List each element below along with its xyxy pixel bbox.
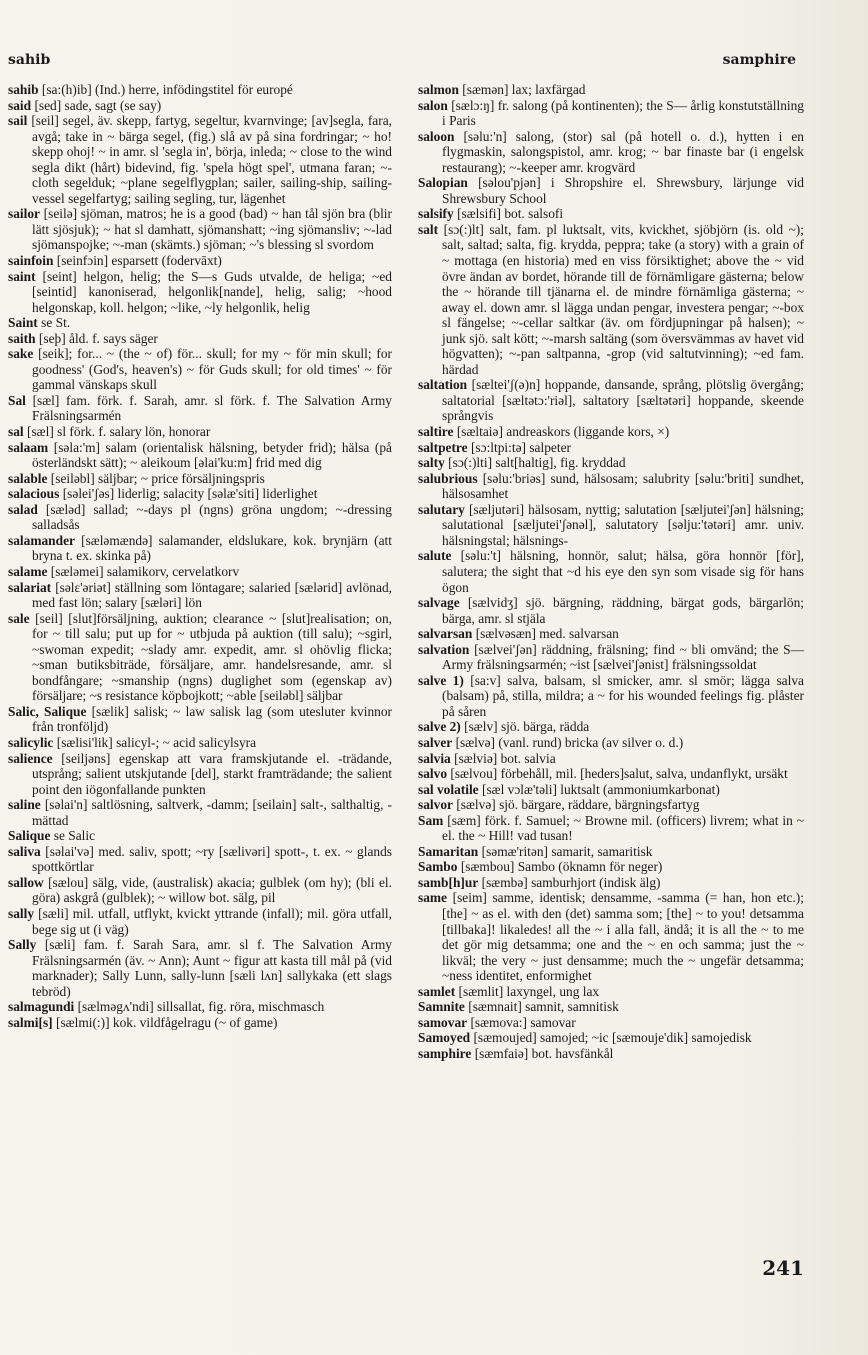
entry-headword: salver <box>418 734 453 750</box>
dictionary-entry <box>418 735 804 751</box>
entry-definition: [sæl] fam. förk. f. Sarah, amr. sl förk. f. The Salvation Army Frälsningsarmén <box>32 392 392 424</box>
dictionary-entry <box>418 642 804 673</box>
entry-headword: samb[h]ur <box>418 874 479 890</box>
entry-headword: salvation <box>418 641 470 657</box>
entry-definition: [səlu:'t] hälsning, honnör, salut; hälsa, göra honnör [för], salutera; the sight that ~d his eye den syn som visade sig för hans ögon <box>442 548 804 595</box>
dictionary-entry <box>8 471 392 487</box>
entry-definition: [sælɔ:ŋ] fr. salong (på kontinenten); the S— årlig konstutställning i Paris <box>442 97 804 129</box>
entry-definition: [sæli] fam. f. Sarah Sara, amr. sl f. The Salvation Army Frälsningsarmén (äv. ~ Ann); Aunt ~ figur att kasta till mål på (vid marknader); Sally Lunn, sally-lunn [sæli lʌn] sallykaka (ett slags tebröd) <box>32 937 392 999</box>
entry-definition: [sæl vɔlæ'təli] luktsalt (ammoniumkarbonat) <box>481 781 720 797</box>
dictionary-entry <box>8 502 392 533</box>
entry-definition: [seim] samme, identisk; densamme, -samma (= han, hon etc.); [the] ~ as el. with den (det) samma som; [the] ~ to you! detsamma [tillbaka]! likaledes! all the ~ i alla fall, ändå; it is all the ~ to me det gör mig detsamma; one and the ~ en och samma; just the ~ likväl; the very ~ just densamme; much the ~ ungefär detsamma; ~ness identitet, enformighet <box>442 890 804 984</box>
entry-definition: [səlu:'n] salong, (stor) sal (på hotell o. d.), hytten i en flygmaskin, salongspistol, amr. krog; ~ bar finaste bar (i engelsk restaurang); ~-keeper amr. krogvärd <box>442 128 804 175</box>
entry-headword: sail <box>8 113 28 129</box>
dictionary-entry <box>418 595 804 626</box>
entry-headword: salmagundi <box>8 999 75 1015</box>
dictionary-entry <box>8 735 392 751</box>
dictionary-entry <box>418 1015 804 1031</box>
dictionary-entry <box>8 580 392 611</box>
dictionary-entry <box>8 253 392 269</box>
entry-definition: [seiljəns] egenskap att vara framskjutande el. -trädande, utsprång; salient utskjutande [del], starkt framträdande; the salient point den iögonfallande punkten <box>32 750 392 797</box>
entry-headword: salad <box>8 501 38 517</box>
dictionary-entry <box>418 502 804 549</box>
dictionary-entry <box>418 766 804 782</box>
entry-definition: [sæləmei] salamikorv, cervelatkorv <box>50 563 240 579</box>
entry-headword: sale <box>8 610 30 626</box>
entry-headword: salty <box>418 455 445 471</box>
entry-headword: same <box>418 890 448 906</box>
entry-headword: saltation <box>418 377 468 393</box>
entry-definition: [səlei'ʃəs] liderlig; salacity [səlæ'siti] liderlighet <box>62 486 318 502</box>
entry-definition: [sæm] förk. f. Samuel; ~ Browne mil. (officers) livrem; what in ~ el. the ~ Hill! vad tusan! <box>442 812 804 844</box>
entry-definition: [sæləd] sallad; ~-days pl (ngns) gröna ungdom; ~-dressing salladsås <box>32 501 393 533</box>
entry-headword: salmon <box>418 82 459 97</box>
entry-definition: [sælmi(:)] kok. vildfågelragu (~ of game) <box>56 1014 278 1030</box>
entry-headword: Sally <box>8 937 37 953</box>
entry-headword: Salopian <box>418 175 468 191</box>
entry-definition: [sælisi'lik] salicyl-; ~ acid salicylsyra <box>56 734 257 750</box>
dictionary-entry <box>8 999 392 1015</box>
entry-definition: [seil] segel, äv. skepp, fartyg, segeltur, kvarnvinge; [av]segla, fara, avgå; take in ~ bärga segel, (fig.) slå av på sina fordringar; ~ ho! skepp ohoj! ~ in amr. sl 'segla in', börja, inleda; ~ close to the wind segla dikt (hårt) bidevind, fig. 'spela högt spel', utmana faran; ~-cloth segelduk; ~plane segelflygplan; sailer, sailing-ship, sailing-vessel segelfartyg; sailing segling, tur, lägenhet <box>31 113 392 206</box>
dictionary-entry <box>8 315 392 331</box>
entry-definition: [sælvei'ʃən] räddning, frälsning; find ~ bli omvänd; the S— Army frälsningsarmén; ~ist [sælvei'ʃənist] frälsningssoldat <box>442 641 804 673</box>
dictionary-entry <box>418 471 804 502</box>
dictionary-entry <box>8 269 392 316</box>
entry-headword: salve 1) <box>418 672 464 688</box>
entry-headword: sainfoin <box>8 253 54 269</box>
dictionary-entry <box>8 751 392 798</box>
entry-definition: [sæmən] lax; laxfärgad <box>462 82 586 97</box>
entry-headword: salariat <box>8 579 52 595</box>
dictionary-entry <box>8 875 392 906</box>
dictionary-entry <box>418 844 804 860</box>
entry-headword: Salique <box>8 828 51 844</box>
dictionary-entry <box>8 424 392 440</box>
dictionary-entry <box>8 486 392 502</box>
dictionary-entry <box>418 999 804 1015</box>
entry-headword: salt <box>418 221 439 237</box>
dictionary-entry <box>8 1015 392 1031</box>
entry-headword: saltire <box>418 424 454 440</box>
guide-word-left: sahib <box>8 52 51 68</box>
entry-definition: [səlu:'briəs] sund, hälsosam; salubrity [səlu:'briti] sundhet, hälsosamhet <box>442 470 804 502</box>
entry-headword: Saint <box>8 315 38 331</box>
entry-headword: sally <box>8 905 35 921</box>
entry-definition: [sɔ:ltpi:tə] salpeter <box>470 439 571 455</box>
entry-definition: [sæmfaiə] bot. havsfänkål <box>474 1045 614 1061</box>
entry-definition: [sælvidʒ] sjö. bärgning, räddning, bärgat gods, bärgarlön; bärga, amr. sl stjäla <box>442 595 804 626</box>
dictionary-entry <box>418 673 804 720</box>
entry-definition: [sælsifi] bot. salsofi <box>457 206 564 222</box>
entry-definition: [seinfɔin] esparsett (fodervāxt) <box>56 253 222 269</box>
dictionary-entry <box>418 440 804 456</box>
entry-headword: sailor <box>8 206 40 222</box>
dictionary-entry <box>418 813 804 844</box>
entry-definition: se St. <box>41 315 71 331</box>
entry-definition: [sælvə] sjö. bärgare, räddare, bärgningsfartyg <box>456 797 700 813</box>
dictionary-entry <box>418 1046 804 1062</box>
dictionary-entry <box>8 797 392 828</box>
entry-definition: [sæmlit] laxyngel, ung lax <box>458 983 600 999</box>
entry-definition: [sælvə] (vanl. rund) bricka (av silver o. d.) <box>455 734 684 750</box>
dictionary-entry <box>8 564 392 580</box>
entry-definition: [sa:v] salva, balsam, sl smicker, amr. sl smör; lägga salva (balsam) på, stilla, mildra; a ~ for his wounded feelings fig. plåster på såren <box>442 672 804 719</box>
entry-definition: [sæli] mil. utfall, utflykt, kvickt yttrande (infall); mil. göra utfall, bege sig ut (i väg) <box>32 905 392 937</box>
entry-headword: saliva <box>8 843 41 859</box>
entry-definition: [sæljutəri] hälsosam, nyttig; salutation [sæljutei'ʃən] hälsning; salutational [sæljutei'ʃənəl], salutatory [səlju:'tətəri] amr. univ. hälsningstal; hälsnings- <box>442 501 804 548</box>
entry-definition: [sælv] sjö. bärga, rädda <box>464 719 590 735</box>
right-column <box>418 82 804 1061</box>
entry-definition: [sælik] salisk; ~ law salisk lag (som utesluter kvinnor från tronföljd) <box>32 703 393 735</box>
entry-definition: [sælviə] bot. salvia <box>454 750 556 766</box>
entry-definition: [səlai'və] med. saliv, spott; ~ry [sælivəri] spott-, t. ex. ~ glands spottkörtlar <box>32 843 392 875</box>
entry-definition: [səlɛ'əriət] ställning som löntagare; salaried [sælərid] avlönad, med fast lön; salary [sæləri] lön <box>32 579 392 611</box>
entry-definition: [sed] sade, sagt (se say) <box>34 97 162 113</box>
entry-definition: [səlou'pjən] i Shropshire el. Shrewsbury, lärjunge vid Shrewsbury School <box>442 175 804 206</box>
dictionary-entry <box>418 1030 804 1046</box>
entry-headword: Samoyed <box>418 1030 471 1046</box>
entry-headword: sake <box>8 346 34 362</box>
entry-definition: [sælvəsæn] med. salvarsan <box>475 626 619 642</box>
entry-headword: sal <box>8 424 24 440</box>
entry-definition: [səmæ'ritən] samarit, samaritisk <box>481 843 653 859</box>
page-number: 241 <box>762 1256 804 1280</box>
dictionary-entry <box>8 206 392 253</box>
entry-definition: [sæl] sl förk. f. salary lön, honorar <box>27 424 211 440</box>
entry-headword: samphire <box>418 1045 472 1061</box>
entry-headword: Salic, Salique <box>8 703 87 719</box>
entry-definition: [sa:(h)ib] (Ind.) herre, infödingstitel för europé <box>41 82 293 97</box>
entry-definition: [sɔ(:)lti] salt[haltig], fig. kryddad <box>448 455 626 471</box>
dictionary-entry <box>8 440 392 471</box>
entry-headword: saline <box>8 797 41 813</box>
entry-definition: [sæmoujed] samojed; ~ic [sæmouje'dik] samojedisk <box>473 1030 752 1046</box>
entry-headword: samlet <box>418 983 456 999</box>
entry-headword: Samnite <box>418 999 465 1015</box>
entry-definition: [seint] helgon, helig; the S—s Guds utvalde, de heliga; ~ed [seintid] kanoniserad, helgonlik[nande], helig, salig; ~hood helgonskap, koll. helgon; ~like, ~ly helgonlik, helig <box>32 268 392 315</box>
dictionary-entry <box>418 206 804 222</box>
dictionary-entry <box>8 533 392 564</box>
entry-definition: [sælou] sälg, vide, (australisk) akacia; gulblek (om hy); (bli el. göra) askgrå (gulblek); ~ willow bot. sälg, pil <box>32 874 392 906</box>
dictionary-entry <box>418 797 804 813</box>
entry-headword: Sambo <box>418 859 458 875</box>
entry-definition: [sæltaiə] andreaskors (liggande kors, ×) <box>456 424 670 440</box>
entry-headword: salutary <box>418 501 465 517</box>
entry-definition: [seik]; for... ~ (the ~ of) för... skull; for my ~ för min skull; for goodness' (God's, heaven's) ~ för Guds skull; for old times' ~ för gammal vänskaps skull <box>32 346 392 393</box>
left-column <box>8 82 392 1030</box>
entry-headword: salable <box>8 470 48 486</box>
dictionary-entry <box>8 704 392 735</box>
dictionary-entry <box>418 377 804 424</box>
entry-headword: Sal <box>8 392 26 408</box>
entry-headword: salute <box>418 548 452 564</box>
entry-definition: [seþ] åld. f. says säger <box>38 330 158 346</box>
dictionary-entry <box>8 611 392 704</box>
dictionary-entry <box>418 890 804 983</box>
entry-headword: saloon <box>418 128 455 144</box>
entry-definition: [sæmbə] samburhjort (indisk älg) <box>481 874 661 890</box>
entry-headword: saint <box>8 268 36 284</box>
entry-headword: salon <box>418 97 448 113</box>
entry-headword: salaam <box>8 439 49 455</box>
dictionary-entry <box>418 782 804 798</box>
entry-headword: salame <box>8 563 48 579</box>
entry-headword: Samaritan <box>418 843 479 859</box>
dictionary-entry <box>8 346 392 393</box>
entry-definition: [səla:'m] salam (orientalisk hälsning, betyder frid); hälsa (på österländskt sätt); ~ aleikoum [əlai'ku:m] frid med dig <box>32 439 392 471</box>
entry-definition: [sæmova:] samovar <box>470 1014 576 1030</box>
dictionary-entry <box>418 424 804 440</box>
entry-headword: salvia <box>418 750 451 766</box>
dictionary-entry <box>8 393 392 424</box>
entry-definition: [sælvou] förbehåll, mil. [heders]salut, salva, undanflykt, ursäkt <box>450 766 788 782</box>
entry-definition: [seiləbl] säljbar; ~ price försäljningspris <box>50 470 265 486</box>
guide-word-right: samphire <box>722 52 796 68</box>
dictionary-entry <box>418 175 804 206</box>
entry-headword: salicylic <box>8 734 54 750</box>
dictionary-entry <box>418 751 804 767</box>
dictionary-entry <box>418 455 804 471</box>
entry-headword: salmi[s] <box>8 1014 53 1030</box>
entry-headword: salvarsan <box>418 626 473 642</box>
dictionary-entry <box>418 626 804 642</box>
dictionary-entry <box>418 875 804 891</box>
entry-headword: sal volatile <box>418 781 479 797</box>
entry-headword: sallow <box>8 874 44 890</box>
entry-definition: [sæmnait] samnit, samnitisk <box>468 999 619 1015</box>
dictionary-entry <box>8 331 392 347</box>
entry-headword: salience <box>8 750 53 766</box>
dictionary-entry <box>418 129 804 176</box>
entry-headword: salamander <box>8 532 75 548</box>
entry-headword: said <box>8 97 32 113</box>
entry-headword: salvo <box>418 766 448 782</box>
entry-headword: samovar <box>418 1014 468 1030</box>
dictionary-entry <box>418 548 804 595</box>
dictionary-entry <box>8 844 392 875</box>
entry-headword: Sam <box>418 812 444 828</box>
dictionary-entry <box>8 113 392 206</box>
dictionary-entry <box>418 82 804 98</box>
entry-definition: se Salic <box>53 828 96 844</box>
entry-headword: salve 2) <box>418 719 461 735</box>
entry-definition: [sæləmændə] salamander, eldslukare, kok. brynjärn (att bryna t. ex. skinka på) <box>32 532 392 564</box>
entry-definition: [sæmbou] Sambo (öknamn för neger) <box>460 859 663 875</box>
entry-headword: salacious <box>8 486 60 502</box>
entry-headword: sahib <box>8 82 39 97</box>
entry-definition: [səlai'n] saltlösning, saltverk, -damm; [seilain] salt-, salthaltig, -mättad <box>32 797 392 828</box>
dictionary-entry <box>418 719 804 735</box>
dictionary-entry <box>418 98 804 129</box>
entry-definition: [seilə] sjöman, matros; he is a good (bad) ~ han tål sjön bra (blir lätt sjösjuk); ~ hat sl damhatt, sjömanshatt; ~ing sjömansliv; ~-lad sjömanspojke; ~-man (skämts.) sjöman; ~'s blessing sl svordom <box>32 206 392 253</box>
dictionary-entry <box>8 98 392 114</box>
entry-definition: [sælməgʌ'ndi] sillsallat, fig. röra, mischmasch <box>77 999 325 1015</box>
dictionary-entry <box>8 906 392 937</box>
entry-definition: [seil] [slut]försäljning, auktion; clearance ~ [slut]realisation; on, for ~ till salu; put up for ~ utbjuda på auktion (till salu); ~sgirl, ~swoman expedit; ~slady amr. expedit, amr. sl ohövlig flicka; ~sman butiksbiträde, försäljare, amr. handelsresande, amr. sl bondfångare; ~smanship (ngns) duglighet som (egenskap av) försäljare; ~s resistance köpbojkott; ~able [seiləbl] säljbar <box>32 610 392 704</box>
entry-headword: saith <box>8 330 36 346</box>
dictionary-entry <box>418 984 804 1000</box>
entry-headword: salsify <box>418 206 454 222</box>
entry-headword: salvor <box>418 797 453 813</box>
dictionary-entry <box>8 82 392 98</box>
entry-headword: saltpetre <box>418 439 468 455</box>
entry-definition: [sɔ(:)lt] salt, fam. pl luktsalt, vits, kvickhet, sjöbjörn (is. old ~); salt, saltad; salta, fig. krydda, peppra; take (a story) with a grain of ~ mottaga (en historia) med en viss försiktighet; above the ~ vid övre ändan av bordet, hörande till de förnämligare gästerna; below the ~ hörande till tjänarna el. de mindre förnämliga gästerna; ~ away el. down amr. sl lägga undan pengar, investera pengar; ~-box sl fängelse; ~-cellar saltkar (äv. om fördjupningar på halsen); ~ junk sjö. salt kött; ~-marsh saltäng (som översvämmas av havet vid högvatten); ~-pan saltpanna, -grop (vid saltutvinning); ~ed fam. härdad <box>442 221 804 377</box>
entry-definition: [sæltei'ʃ(ə)n] hoppande, dansande, språng, plötslig övergång; saltatorial [sæltətɔ:'riəl], saltatory [sæltətəri] hoppande, skeende språngvis <box>442 377 804 424</box>
dictionary-entry <box>8 937 392 999</box>
dictionary-entry <box>418 859 804 875</box>
entry-headword: salvage <box>418 595 460 611</box>
dictionary-entry <box>418 222 804 377</box>
dictionary-entry <box>8 828 392 844</box>
entry-headword: salubrious <box>418 470 478 486</box>
